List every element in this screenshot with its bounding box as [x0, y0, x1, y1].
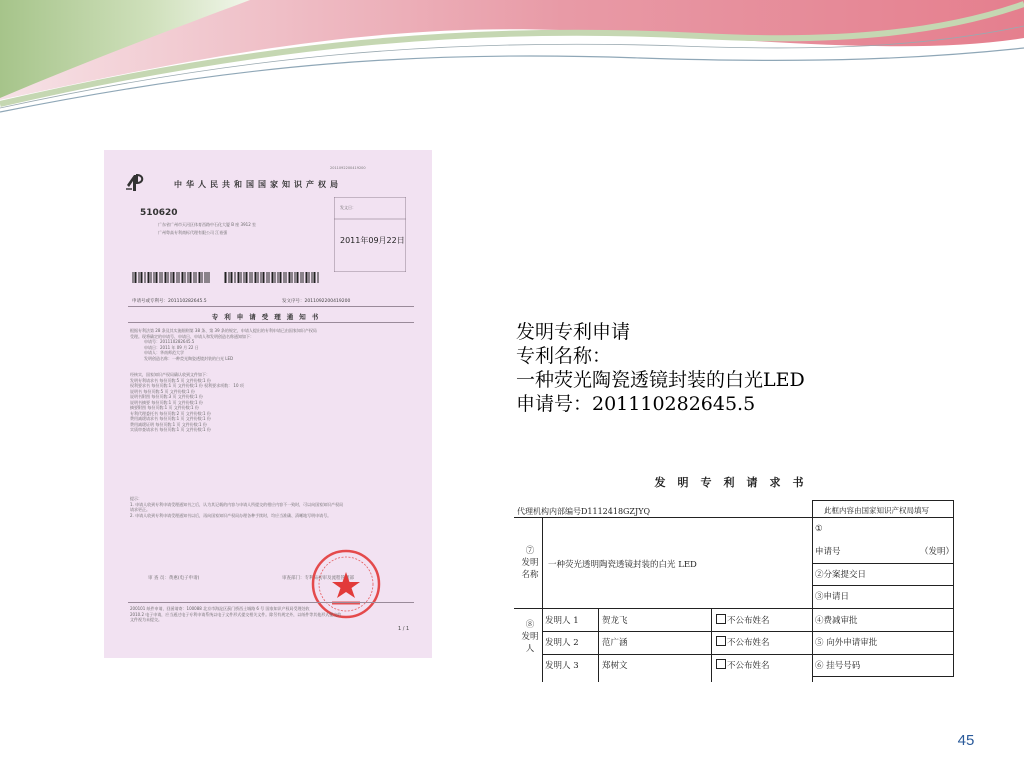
body-line: 申请号：201110282645.5 [144, 339, 195, 344]
table-line [812, 585, 954, 586]
header-wave-banner [0, 0, 1024, 120]
body-line: 说明书附图 每份页数:3 页 文件份数:1 份 [130, 394, 203, 399]
body-line: 发明专利请求书 每份页数:5 页 文件份数:1 份 [130, 377, 211, 383]
caption-line-name-label: 专利名称： [516, 345, 612, 367]
footer-line: 200101 纸件申请，回函请寄：100088 北京市海淀区蓟门桥西土城路 6 号 国家知识产权局受理处收 [130, 606, 310, 611]
remark-line: 请求更正。 [130, 507, 150, 512]
agency-internal-code: 代理机构内部编号D1112418GZJYQ [517, 507, 651, 516]
table-line [812, 563, 954, 564]
checkbox [716, 659, 726, 669]
inventor-role: 发明人 2 [545, 638, 579, 648]
table-line [812, 631, 954, 632]
body-line: 权利要求书 每份页数:1 页 文件份数:1 份 权利要求项数： 10 项 [130, 383, 244, 388]
body-line: 申请日：2011 年 09 月 22 日 [144, 344, 199, 350]
footer-line: 文件视为未提交。 [130, 617, 162, 622]
top-serial-number: 2011092200419200 [330, 166, 366, 170]
barcode-left [132, 272, 210, 283]
divider [128, 602, 414, 603]
divider [128, 322, 414, 323]
inventor-name: 范广涵 [602, 638, 628, 648]
barcode-right [224, 272, 320, 283]
body-line [130, 361, 317, 372]
body-line: 经核实，国家知识产权局确认收到文件如下： [130, 372, 210, 377]
inventor-label: ⑧ 发明 人 [521, 620, 539, 654]
caption-line-patent-name: 一种荧光陶瓷透镜封装的白光LED [516, 369, 805, 391]
address-line: 广东省广州市天河区体育西路中石化大厦 B 座 3912 室 [158, 222, 257, 227]
notice-footer [130, 606, 341, 623]
form-title: 发明专利请求书 [654, 476, 816, 489]
address-block [158, 221, 256, 237]
table-line [598, 609, 599, 682]
office-field-fee-reduction: ④费减审批 [815, 616, 858, 626]
inventor-role: 发明人 1 [545, 616, 579, 626]
remarks-label: 提示： [130, 496, 142, 501]
table-line [812, 500, 954, 501]
body-line: 费用减缓请求书 每份页数:1 页 文件份数:1 份 [130, 416, 211, 421]
inventor-name: 郑树文 [602, 661, 628, 671]
office-field-application-no: 申请号 [815, 547, 841, 557]
body-line: 说明书摘要 每份页数:1 页 文件份数:1 份 [130, 399, 203, 405]
body-line: 发明创造名称：一种荧光陶瓷透镜封装的白光 LED [144, 355, 234, 361]
invention-name-label: ⑦ 发明 名称 [521, 546, 539, 580]
office-field-filing-date: ③申请日 [815, 592, 850, 602]
slide-number: 45 [957, 732, 975, 749]
remark-line: 2. 申请人收到专利申请受理通知书以后，再向国家知识产权局办理各种手续时，均应当准确、清晰地写明申请号。 [130, 512, 332, 518]
invention-name: 一种荧光透明陶瓷透镜封装的白光 LED [548, 560, 697, 570]
table-line [953, 500, 954, 676]
table-line [542, 631, 812, 632]
office-field-type: （发明） [920, 547, 955, 557]
patent-acceptance-notice-image [104, 150, 432, 658]
table-line [812, 517, 954, 518]
body-line: 申请人：华南师范大学 [144, 350, 184, 355]
inventor-option: 不公布姓名 [727, 616, 770, 626]
body-line: 说明书 每份页数:5 页 文件份数:1 份 [130, 388, 195, 394]
body-line: 摘要附图 每份页数:1 页 文件份数:1 份 [130, 405, 199, 410]
office-field-number: ① [815, 524, 823, 534]
checkbox [716, 636, 726, 646]
examiner: 审 查 员：黄惠(电子申请) [148, 576, 200, 581]
table-line [514, 608, 954, 609]
office-field-divisional-date: ②分案提交日 [815, 570, 867, 580]
inventor-name: 贺龙飞 [602, 616, 628, 626]
table-line [812, 654, 954, 655]
body-line: 专利代理委托书 每份页数:2 页 文件份数:1 份 [130, 410, 211, 416]
inventor-option: 不公布姓名 [727, 661, 770, 671]
address-line: 广州粤高专利商标代理有限公司 江裕强 [158, 230, 228, 235]
inventor-role: 发明人 3 [545, 661, 579, 671]
notice-remarks [130, 496, 343, 518]
body-line: 根据专利法第 28 条及其实施细则第 38 条、第 39 条的规定，申请人提出的专利申请已由国家知识产权局 [130, 328, 317, 333]
cnipa-logo-icon [124, 171, 146, 193]
inventor-option: 不公布姓名 [727, 638, 770, 648]
notice-title: 专利申请受理通知书 [211, 313, 325, 321]
checkbox [716, 614, 726, 624]
send-date-label: 发文日： [340, 205, 356, 210]
body-line: 费用减缓证明 每份页数:1 页 文件份数:1 份 [130, 421, 207, 427]
table-line [711, 609, 712, 682]
authority-name: 中华人民共和国国家知识产权局 [174, 180, 342, 189]
table-line [812, 676, 954, 677]
send-date: 2011年09月22日 [340, 236, 405, 245]
page-number: 1 / 1 [398, 626, 410, 632]
application-number: 申请号或专利号：201110282645.5 [132, 299, 207, 304]
footer-line: 2010.2 电子申请，应当通过电子专利申请系统以电子文件形式提交相关文件。除另有规定外，以纸件等其他形式提交的 [130, 611, 342, 617]
table-line [514, 517, 812, 518]
remark-line: 1. 申请人收到专利申请受理通知书之后，认为其记载的内容与申请人所提交的相应内容不一致时，可以向国家知识产权局 [130, 501, 344, 507]
office-note: 此框内容由国家知识产权局填写 [824, 506, 929, 515]
caption-line-application-number: 申请号：201110282645.5 [516, 393, 756, 415]
table-line [542, 517, 543, 682]
patent-caption [516, 320, 805, 416]
body-line: 实质审查请求书 每份页数:1 页 文件份数:1 份 [130, 427, 211, 432]
serial-number: 发文序号：2011092200419200 [282, 299, 351, 304]
office-field-registered-no: ⑥ 挂号号码 [815, 661, 861, 671]
postcode: 510620 [140, 208, 178, 218]
notice-body [130, 328, 317, 433]
department: 审查部门：专利局初审及流程管理部 [282, 576, 354, 581]
office-field-foreign-filing: ⑤ 向外申请审批 [815, 638, 878, 648]
caption-line-application-type: 发明专利申请 [516, 321, 631, 343]
body-line: 受理。现将确定的申请号、申请日、申请人和发明创造名称通知如下： [130, 333, 254, 339]
patent-request-form-image [514, 472, 956, 682]
divider [128, 306, 414, 307]
table-line [542, 654, 812, 655]
